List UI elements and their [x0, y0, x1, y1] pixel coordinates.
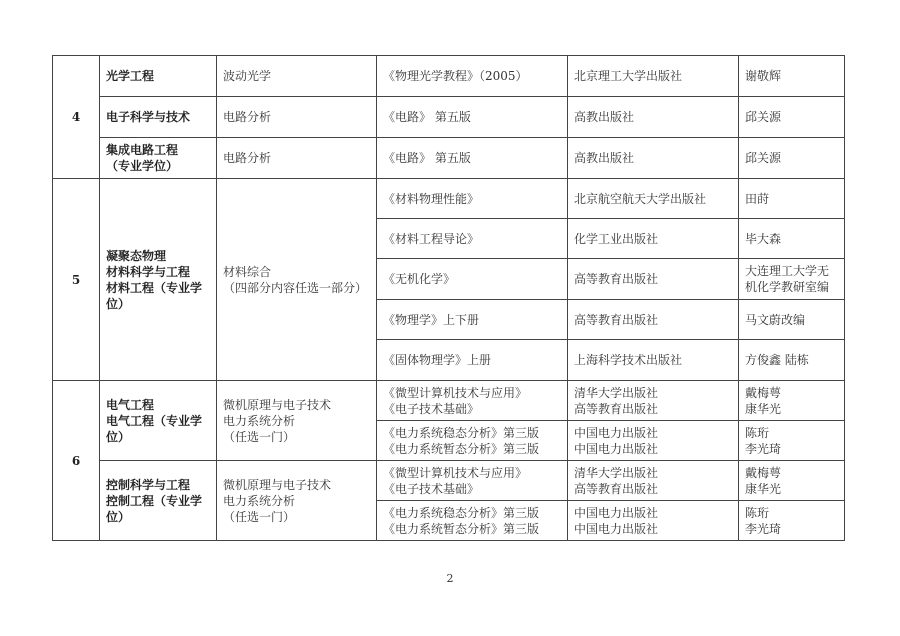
textbook-title: 《微型计算机技术与应用》 《电子技术基础》	[377, 381, 568, 421]
textbook-title: 《无机化学》	[377, 259, 568, 300]
major-name: 光学工程	[100, 56, 217, 97]
major-name: 集成电路工程 （专业学位）	[100, 138, 217, 179]
publisher: 化学工业出版社	[568, 219, 739, 259]
textbook-title: 《材料工程导论》	[377, 219, 568, 259]
exam-subject: 微机原理与电子技术 电力系统分析 （任选一门）	[217, 461, 377, 541]
author: 大连理工大学无机化学教研室编	[739, 259, 845, 300]
author: 戴梅萼 康华光	[739, 461, 845, 501]
publisher: 高教出版社	[568, 138, 739, 179]
publisher: 中国电力出版社 中国电力出版社	[568, 421, 739, 461]
textbook-title: 《固体物理学》上册	[377, 340, 568, 381]
textbook-title: 《电路》 第五版	[377, 97, 568, 138]
publisher: 中国电力出版社 中国电力出版社	[568, 501, 739, 541]
publisher: 高教出版社	[568, 97, 739, 138]
author: 戴梅萼 康华光	[739, 381, 845, 421]
major-name: 电气工程 电气工程（专业学位）	[100, 381, 217, 461]
table-row	[53, 381, 845, 421]
textbook-title: 《材料物理性能》	[377, 179, 568, 219]
author: 邱关源	[739, 138, 845, 179]
textbook-title: 《电力系统稳态分析》第三版 《电力系统暂态分析》第三版	[377, 421, 568, 461]
major-name: 控制科学与工程 控制工程（专业学位）	[100, 461, 217, 541]
exam-subject: 电路分析	[217, 138, 377, 179]
textbook-title: 《电路》 第五版	[377, 138, 568, 179]
group-number: 6	[53, 381, 100, 541]
table-row	[53, 56, 845, 97]
major-name: 电子科学与技术	[100, 97, 217, 138]
author: 谢敬辉	[739, 56, 845, 97]
group-number: 5	[53, 179, 100, 381]
publisher: 高等教育出版社	[568, 300, 739, 340]
author: 陈珩 李光琦	[739, 501, 845, 541]
textbook-title: 《微型计算机技术与应用》 《电子技术基础》	[377, 461, 568, 501]
publisher: 清华大学出版社 高等教育出版社	[568, 381, 739, 421]
author: 田莳	[739, 179, 845, 219]
exam-subject: 波动光学	[217, 56, 377, 97]
author: 毕大森	[739, 219, 845, 259]
textbook-title: 《物理光学教程》（2005）	[377, 56, 568, 97]
exam-subject: 材料综合 （四部分内容任选一部分）	[217, 179, 377, 381]
table-row	[53, 461, 845, 501]
author: 邱关源	[739, 97, 845, 138]
publisher: 高等教育出版社	[568, 259, 739, 300]
exam-subject: 电路分析	[217, 97, 377, 138]
exam-subject: 微机原理与电子技术 电力系统分析 （任选一门）	[217, 381, 377, 461]
publisher: 清华大学出版社 高等教育出版社	[568, 461, 739, 501]
textbook-title: 《电力系统稳态分析》第三版 《电力系统暂态分析》第三版	[377, 501, 568, 541]
author: 方俊鑫 陆栋	[739, 340, 845, 381]
publisher: 北京理工大学出版社	[568, 56, 739, 97]
author: 陈珩 李光琦	[739, 421, 845, 461]
group-number: 4	[53, 56, 100, 179]
publisher: 上海科学技术出版社	[568, 340, 739, 381]
author: 马文蔚改编	[739, 300, 845, 340]
publisher: 北京航空航天大学出版社	[568, 179, 739, 219]
textbook-title: 《物理学》上下册	[377, 300, 568, 340]
major-name: 凝聚态物理 材料科学与工程 材料工程（专业学位）	[100, 179, 217, 381]
page-number: 2	[446, 572, 454, 585]
table-row	[53, 179, 845, 219]
table-row	[53, 138, 845, 179]
textbook-table	[52, 55, 845, 541]
table-row	[53, 97, 845, 138]
